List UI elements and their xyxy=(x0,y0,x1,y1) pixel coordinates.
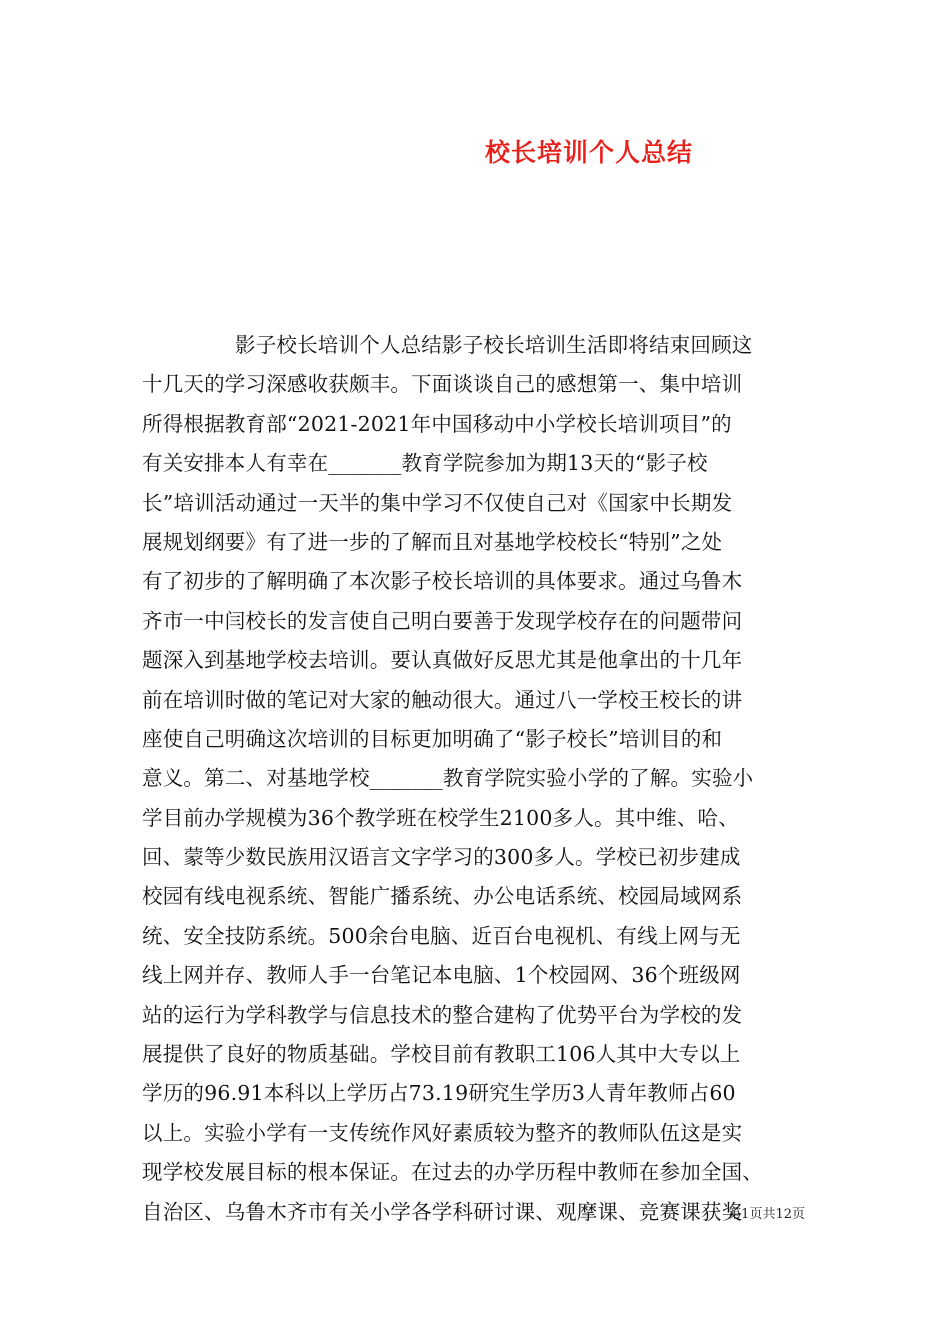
body-line: 齐市一中闫校长的发言使自己明白要善于发现学校存在的问题带问 xyxy=(142,608,743,633)
body-line: 座使自己明确这次培训的目标更加明确了“影子校长”培训目的和 xyxy=(142,726,723,751)
body-line: 线上网并存、教师人手一台笔记本电脑、1个校园网、36个班级网 xyxy=(142,963,741,988)
page-number-footer: 第1页共12页 xyxy=(728,1207,805,1222)
body-line: 回、蒙等少数民族用汉语言文字学习的300多人。学校已初步建成 xyxy=(142,845,741,870)
document-body xyxy=(142,326,842,1232)
body-line: 展提供了良好的物质基础。学校目前有教职工106人其中大专以上 xyxy=(142,1042,741,1067)
body-line: 站的运行为学科教学与信息技术的整合建构了优势平台为学校的发 xyxy=(142,1002,743,1027)
body-line: 现学校发展目标的根本保证。在过去的办学历程中教师在参加全国、 xyxy=(142,1160,763,1185)
body-line: 题深入到基地学校去培训。要认真做好反思尤其是他拿出的十几年 xyxy=(142,648,743,673)
body-line: 学目前办学规模为36个教学班在校学生2100多人。其中维、哈、 xyxy=(142,805,739,830)
body-line: 前在培训时做的笔记对大家的触动很大。通过八一学校王校长的讲 xyxy=(142,687,743,712)
body-line: 校园有线电视系统、智能广播系统、办公电话系统、校园局域网系 xyxy=(142,884,743,909)
body-line: 意义。第二、对基地学校_______教育学院实验小学的了解。实验小 xyxy=(142,766,754,791)
body-line: 统、安全技防系统。500余台电脑、近百台电视机、有线上网与无 xyxy=(142,923,741,948)
body-line: 十几天的学习深感收获颇丰。下面谈谈自己的感想第一、集中培训 xyxy=(142,372,743,397)
body-line: 长”培训活动通过一天半的集中学习不仅使自己对《国家中长期发 xyxy=(142,490,733,515)
body-line: 有关安排本人有幸在_______教育学院参加为期13天的“影子校 xyxy=(142,451,708,476)
body-line: 所得根据教育部“2021-2021年中国移动中小学校长培训项目”的 xyxy=(142,411,732,436)
body-line: 有了初步的了解明确了本次影子校长培训的具体要求。通过乌鲁木 xyxy=(142,569,743,594)
body-line: 以上。实验小学有一支传统作风好素质较为整齐的教师队伍这是实 xyxy=(142,1120,743,1145)
body-line: 自治区、乌鲁木齐市有关小学各学科研讨课、观摩课、竞赛课获奖 xyxy=(142,1199,743,1224)
body-line: 展规划纲要》有了进一步的了解而且对基地学校校长“特别”之处 xyxy=(142,529,723,554)
document-title: 校长培训个人总结 xyxy=(484,138,693,167)
body-line: 影子校长培训个人总结影子校长培训生活即将结束回顾这 xyxy=(235,333,753,357)
body-line: 学历的96.91本科以上学历占73.19研究生学历3人青年教师占60 xyxy=(142,1081,736,1106)
